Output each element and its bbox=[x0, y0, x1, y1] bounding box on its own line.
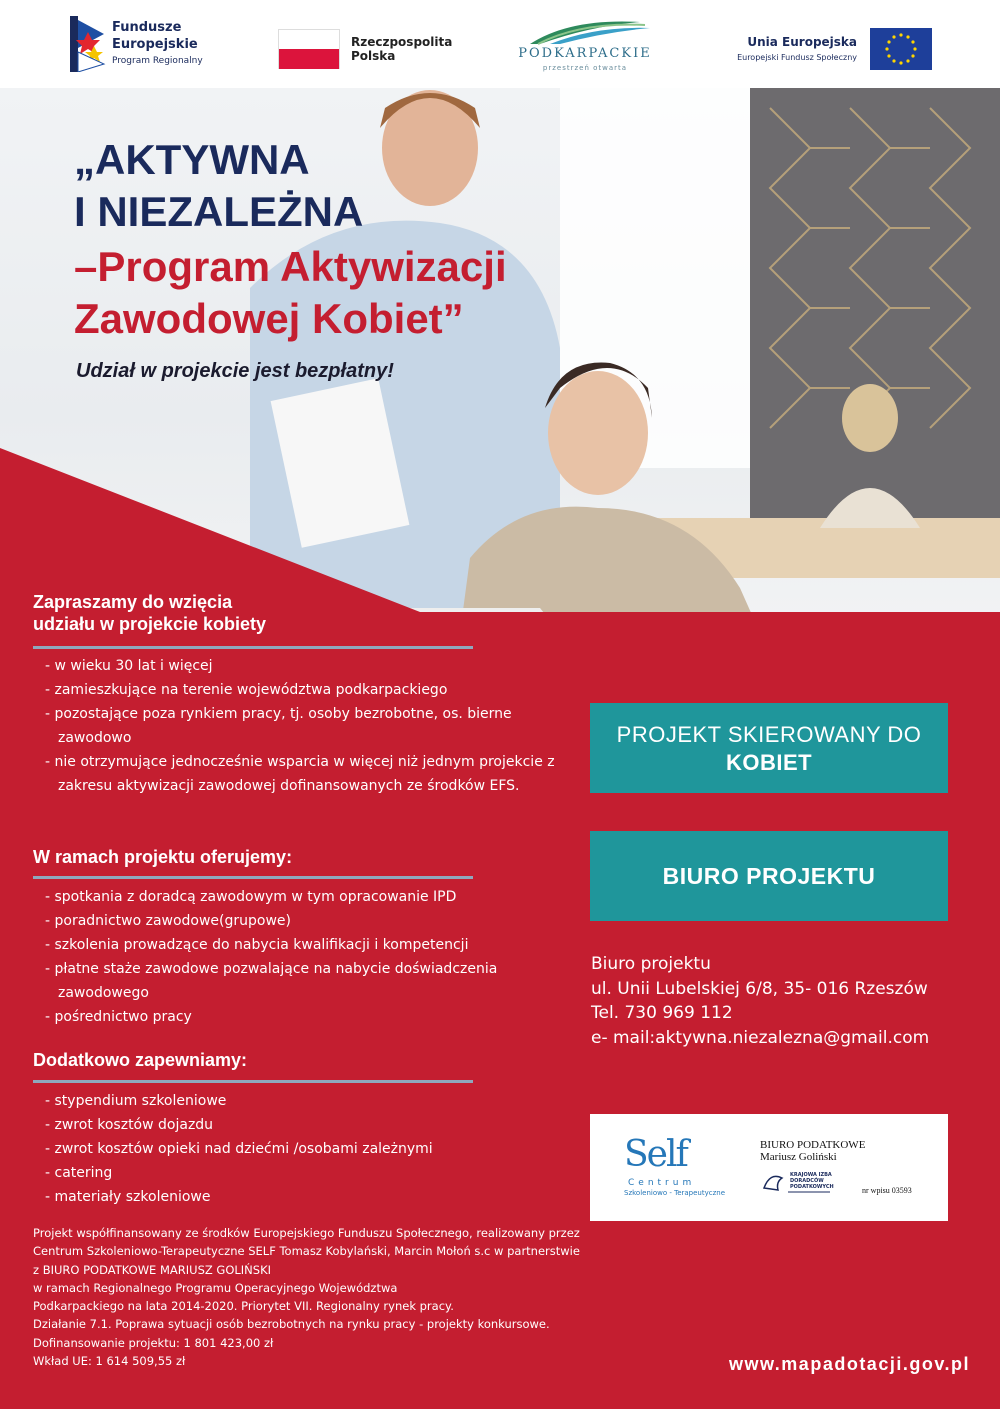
project-office-box: BIURO PROJEKTU bbox=[590, 831, 948, 921]
list-item: - szkolenia prowadzące do nabycia kwalifikacji i kompetencji bbox=[45, 937, 469, 953]
extra-list bbox=[45, 1089, 585, 1209]
extra-divider bbox=[33, 1080, 473, 1083]
contact-email[interactable]: e- mail:aktywna.niezalezna@gmail.com bbox=[591, 1027, 930, 1048]
unia-europejska-logo: Unia Europejska Europejski Fundusz Społeczny bbox=[722, 28, 932, 70]
list-item: - stypendium szkoleniowe bbox=[45, 1093, 227, 1109]
fundusze-europejskie-logo: Fundusze Europejskie Program Regionalny bbox=[68, 16, 238, 76]
offer-list bbox=[45, 885, 575, 1029]
contact-info bbox=[591, 952, 986, 1050]
invite-list bbox=[45, 654, 575, 798]
invite-divider bbox=[33, 646, 473, 649]
offer-heading: W ramach projektu oferujemy: bbox=[33, 847, 293, 867]
list-item: - zwrot kosztów dojazdu bbox=[45, 1117, 214, 1133]
list-item: - catering bbox=[45, 1165, 113, 1181]
list-item: - pośrednictwo pracy bbox=[45, 1009, 192, 1025]
list-item: - zwrot kosztów opieki nad dziećmi /osobami zależnymi bbox=[45, 1141, 433, 1157]
list-item: - spotkania z doradcą zawodowym w tym opracowanie IPD bbox=[45, 889, 457, 905]
rzeczpospolita-polska-logo: Rzeczpospolita Polska bbox=[278, 29, 478, 69]
free-participation-note: Udział w projekcie jest bezpłatny! bbox=[76, 360, 394, 382]
invite-heading: Zapraszamy do wzięcia udziału w projekcie kobiety bbox=[33, 592, 267, 634]
list-item: - poradnictwo zawodowe(grupowe) bbox=[45, 913, 292, 929]
list-item: - nie otrzymujące jednocześnie wsparcia w więcej niż jednym projekcie z zakresu aktywizacji zawodowej dofinansowanych ze środków EFS. bbox=[45, 754, 555, 794]
website-link[interactable]: www.mapadotacji.gov.pl bbox=[728, 1354, 970, 1374]
biuro-podatkowe-name: BIURO PODATKOWE bbox=[760, 1139, 866, 1151]
registry-number: nr wpisu 03593 bbox=[862, 1186, 912, 1195]
list-item: - materiały szkoleniowe bbox=[45, 1189, 211, 1205]
list-item: - płatne staże zawodowe pozwalające na nabycie doświadczenia zawodowego bbox=[45, 961, 498, 1001]
target-group-box: PROJEKT SKIEROWANY DO KOBIET bbox=[590, 703, 948, 793]
self-logo: Self bbox=[624, 1134, 687, 1175]
list-item: - w wieku 30 lat i więcej bbox=[45, 658, 213, 674]
list-item: - zamieszkujące na terenie województwa podkarpackiego bbox=[45, 682, 448, 698]
extra-heading: Dodatkowo zapewniamy: bbox=[33, 1050, 248, 1070]
partner-logos: Self Centrum Szkoleniowo - Terapeutyczne BIURO PODATKOWE Mariusz Goliński KRAJOWA IZBA DORADCÓW PODATKOWYCH nr wpisu 03593 bbox=[590, 1114, 948, 1221]
podkarpackie-logo: PODKARPACKIE przestrzeń otwarta bbox=[510, 16, 660, 76]
contact-phone[interactable]: Tel. 730 969 112 bbox=[591, 1003, 733, 1023]
list-item: - pozostające poza rynkiem pracy, tj. osoby bezrobotne, os. bierne zawodowo bbox=[45, 706, 512, 746]
contact-label: Biuro projektu bbox=[591, 954, 711, 974]
offer-divider bbox=[33, 876, 473, 879]
contact-address: ul. Unii Lubelskiej 6/8, 35- 016 Rzeszów bbox=[591, 978, 928, 999]
funding-footer: Projekt współfinansowany ze środków Europejskiego Funduszu Społecznego, realizowany przez Centrum Szkoleniowo-Terapeutyczne SELF Tomasz Kobylański, Marcin Mołoń s.c w partnerstwie z BIURO PODATKOWE MARIUSZ GOLIŃSKI w ramach Regionalnego Programu Operacyjnego Województwa Podkarpackiego na lata 2014-2020. Priorytet VII. Regionalny rynek pracy. Działanie 7.1. Poprawa sytuacji osób bezrobotnych na rynku pracy - projekty konkursowe. Dofinansowanie projektu: 1 801 423,00 zł Wkład UE: 1 614 509,55 zł bbox=[33, 1226, 580, 1369]
